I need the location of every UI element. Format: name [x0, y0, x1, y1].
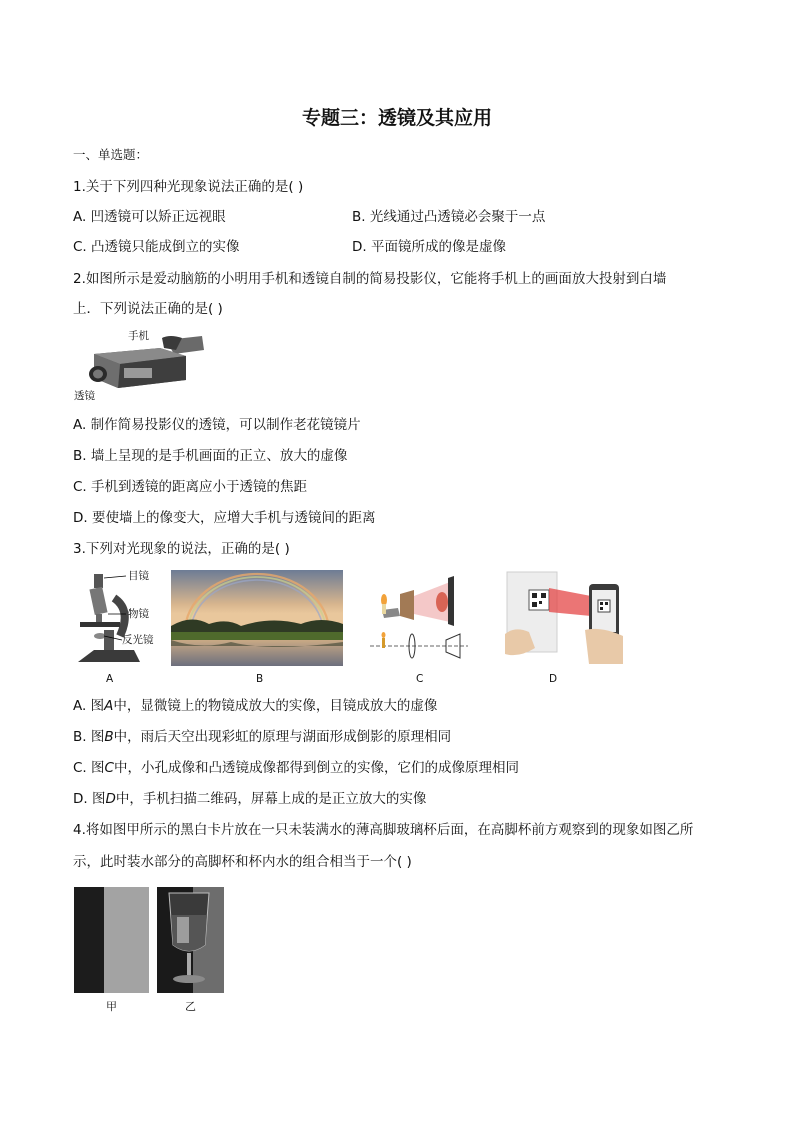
- q1-option-b[interactable]: B. 光线通过凸透镜必会聚于一点: [352, 209, 546, 225]
- q2-option-b[interactable]: B. 墙上呈现的是手机画面的正立、放大的虚像: [73, 448, 348, 464]
- q4-stem-line1: 4.将如图甲所示的黑白卡片放在一只未装满水的薄高脚玻璃杯后面，在高脚杯前方观察到的现象如图乙所: [73, 822, 694, 838]
- label-eyepiece: 目镜: [128, 570, 149, 582]
- q2-option-c[interactable]: C. 手机到透镜的距离应小于透镜的焦距: [73, 479, 308, 495]
- q3-figure-c-optics: [370, 570, 470, 666]
- label-phone: 手机: [128, 330, 149, 342]
- q2-projector-figure: [74, 328, 210, 402]
- rainbow-photo: [171, 570, 343, 666]
- q3-caption-c: C: [416, 673, 424, 685]
- goblet-photo: [157, 887, 224, 993]
- q4-caption-yi: 乙: [185, 1000, 196, 1013]
- q1-stem: 1.关于下列四种光现象说法正确的是( ): [73, 179, 304, 195]
- black-white-card: [74, 887, 149, 993]
- q4-figure-jia-card: [74, 887, 149, 993]
- q3-caption-a: A: [106, 673, 114, 685]
- q1-option-a[interactable]: A. 凹透镜可以矫正远视眼: [73, 209, 226, 225]
- q3-figure-a-microscope: [74, 570, 164, 666]
- page-title: 专题三：透镜及其应用: [301, 107, 492, 129]
- q2-stem-line1: 2.如图所示是爱动脑筋的小明用手机和透镜自制的简易投影仪，它能将手机上的画面放大投射到白墙: [73, 271, 667, 287]
- q2-stem-line2: 上．下列说法正确的是( ): [73, 301, 223, 317]
- q4-figure-yi-goblet: [157, 887, 224, 993]
- qr-scan-illustration: [505, 570, 625, 666]
- q3-option-a[interactable]: A. 图A中，显微镜上的物镜成放大的实像，目镜成放大的虚像: [73, 698, 438, 714]
- q3-caption-d: D: [549, 673, 558, 685]
- q2-option-d[interactable]: D. 要使墙上的像变大，应增大手机与透镜间的距离: [73, 510, 376, 526]
- pinhole-lens-illustration: [370, 570, 470, 666]
- microscope-illustration: [74, 570, 164, 666]
- q1-option-d[interactable]: D. 平面镜所成的像是虚像: [352, 239, 506, 255]
- section-heading: 一、单选题：: [73, 147, 149, 162]
- label-reflector: 反光镜: [122, 634, 154, 646]
- label-lens: 透镜: [74, 390, 95, 402]
- q1-option-c[interactable]: C. 凸透镜只能成倒立的实像: [73, 239, 240, 255]
- q3-option-c[interactable]: C. 图C中，小孔成像和凸透镜成像都得到倒立的实像，它们的成像原理相同: [73, 760, 519, 776]
- q3-stem: 3.下列对光现象的说法，正确的是( ): [73, 541, 290, 557]
- q4-caption-jia: 甲: [106, 1000, 117, 1013]
- q3-figure-b-rainbow: [171, 570, 343, 666]
- q2-option-a[interactable]: A. 制作简易投影仪的透镜，可以制作老花镜镜片: [73, 417, 361, 433]
- q3-figure-d-qr-scan: [505, 570, 625, 666]
- q3-caption-b: B: [256, 673, 264, 685]
- q3-option-b[interactable]: B. 图B中，雨后天空出现彩虹的原理与湖面形成倒影的原理相同: [73, 729, 452, 745]
- q3-option-d[interactable]: D. 图D中，手机扫描二维码，屏幕上成的是正立放大的实像: [73, 791, 427, 807]
- label-objective: 物镜: [128, 608, 149, 620]
- q4-stem-line2: 示，此时装水部分的高脚杯和杯内水的组合相当于一个( ): [73, 854, 412, 870]
